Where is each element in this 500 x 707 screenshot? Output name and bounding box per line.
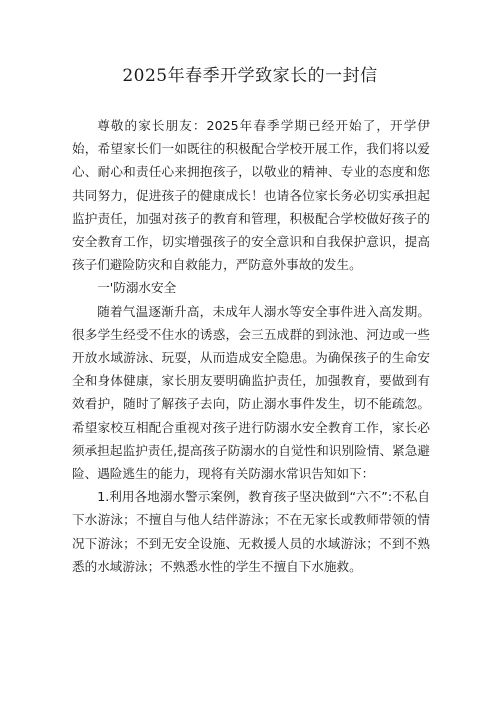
body-paragraph: 随着气温逐渐升高，未成年人溺水等安全事件进入高发期。很多学生经受不住水的诱惑，会三五成群的到泳池、河边或一些开放水域游泳、玩耍，从而造成安全隐患。为确保孩子的生命安全和身体健康，家长朋友要明确监护责任，加强教育，要做到有效看护，随时了解孩子去向，防止溺水事件发生，切不能疏忽。希望家校互相配合重视对孩子进行防溺水安全教育工作，家长必须承担起监护责任,提高孩子防溺水的自觉性和识别险情、紧急避险、遇险逃生的能力，现将有关防溺水常识告知如下： (72, 303, 430, 482)
salutation-paragraph: 尊敬的家长朋友：2025年春季学期已经开始了，开学伊始，希望家长们一如既往的积极配合学校开展工作，我们将以爱心、耐心和责任心来拥抱孩子，以敬业的精神、专业的态度和您共同努力，促进孩子的健康成长！也请各位家长务必切实承担起监护责任，加强对孩子的教育和管理，积极配合学校做好孩子的安全教育工作，切实增强孩子的安全意识和自我保护意识，提高孩子们避险防灾和自救能力，严防意外事故的发生。 (72, 118, 430, 273)
section-heading: 一'防溺水安全 (97, 280, 177, 296)
document-body (72, 114, 430, 578)
document-title: 2025年春季开学致家长的一封信 (122, 66, 378, 86)
list-item: 1.利用各地溺水警示案例，教育孩子坚决做到“六不”:不私自下水游泳；不擅自与他人结伴游泳；不在无家长或教师带领的情况下游泳；不到无安全设施、无救援人员的水域游泳；不到不熟悉的水域游泳；不熟悉水性的学生不擅自下水施救。 (72, 489, 430, 574)
